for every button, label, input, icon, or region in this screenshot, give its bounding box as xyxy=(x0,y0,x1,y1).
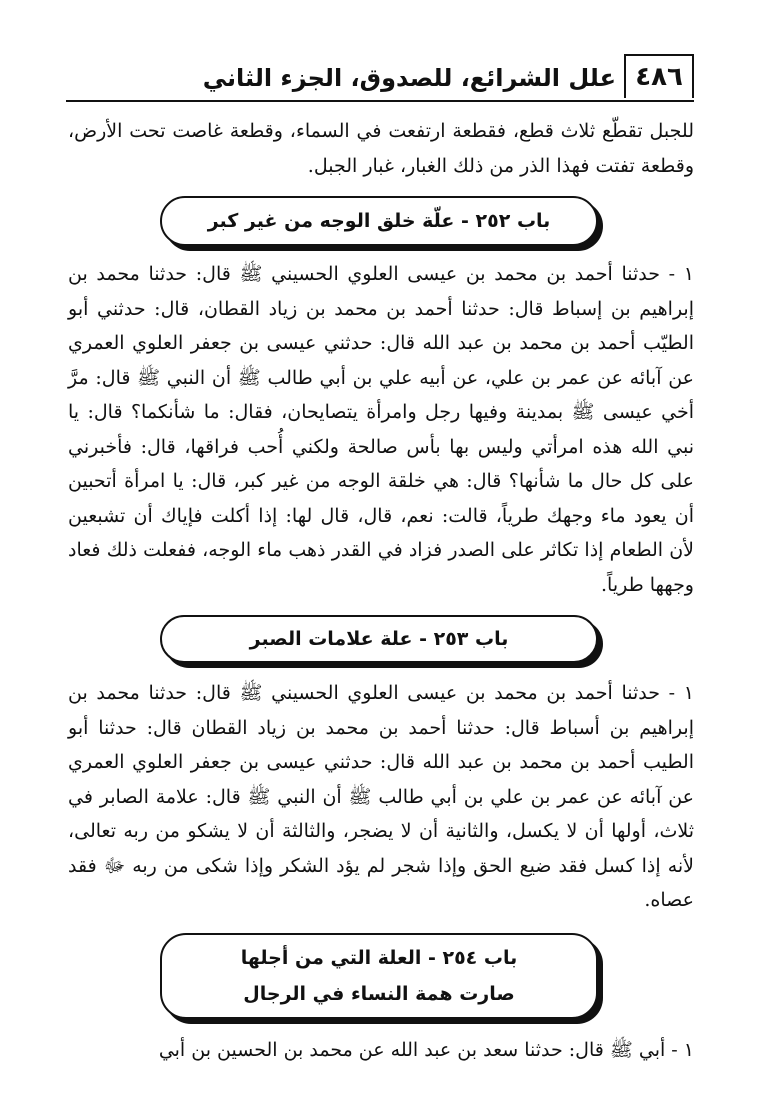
hadith-paragraph-253: ١ - حدثنا أحمد بن محمد بن عيسى العلوي الحسيني ﷺ قال: حدثنا محمد بن إبراهيم بن أسباط قال: حدثنا أحمد بن محمد بن زياد القطان قال: حدثنا أبو الطيب أحمد بن محمد بن عبد الله قال: حدثني عيسى بن جعفر العلوي العمري عن آبائه عن عمر بن علي بن أبي طالب ﷺ أن النبي ﷺ قال: علامة الصابر في ثلاث، أولها أن لا يكسل، والثانية أن لا يضجر، والثالثة أن لا يشكو من ربه تعالى، لأنه إذا كسل فقد ضيع الحق وإذا شجر لم يؤد الشكر وإذا شكى من ربه ﷻ فقد عصاه. xyxy=(68,682,694,911)
chapter-title-line-1: باب ٢٥٤ - العلة التي من أجلها xyxy=(240,947,518,969)
paragraph-continued: للجبل تقطّع ثلاث قطع، فقطعة ارتفعت في السماء، وقطعة غاصت تحت الأرض، وقطعة تفتت فهذا الذر من ذلك الغبار، غبار الجبل. xyxy=(68,120,694,177)
page-header xyxy=(66,50,694,102)
hadith-paragraph-252: ١ - حدثنا أحمد بن محمد بن عيسى العلوي الحسيني ﷺ قال: حدثنا محمد بن إبراهيم بن إسباط قال: حدثنا أحمد بن محمد بن زياد القطان، قال: حدثني أبو الطيّب أحمد بن محمد بن عبد الله قال: حدثني عيسى بن جعفر العلوي العمري عن آبائه عن عمر بن علي، عن أبيه علي بن أبي طالب ﷺ أن النبي ﷺ قال: مرَّ أخي عيسى ﷺ بمدينة وفيها رجل وامرأة يتصايحان، فقال: ما شأنكما؟ قال: يا نبي الله هذه امرأتي وليس بها بأس صالحة ولكني أُحب فراقها، قال: فأخبرني على كل حال ما شأنها؟ قال: هي خلقة الوجه من غير كبر، قال: يا امرأة أتحبين أن يعود ماء وجهك طرياً، قالت: نعم، قال، قال لها: إذا أكلت فإياك أن تشبعين لأن الطعام إذا تكاثر على الصدر فزاد في القدر ذهب ماء الوجه، ففعلت ذلك فعاد وجهها طرياً. xyxy=(68,263,694,596)
hadith-paragraph-254: ١ - أبي ﷺ قال: حدثنا سعد بن عبد الله عن محمد بن الحسين بن أبي xyxy=(158,1039,694,1061)
chapter-heading-254 xyxy=(160,933,598,1019)
chapter-heading-253 xyxy=(160,615,598,663)
chapter-title: باب ٢٥٣ - علة علامات الصبر xyxy=(249,628,509,650)
chapter-title: باب ٢٥٢ - علّة خلق الوجه من غير كبر xyxy=(207,210,551,232)
book-title: علل الشرائع، للصدوق، الجزء الثاني xyxy=(202,64,616,92)
chapter-heading-252 xyxy=(160,196,598,246)
page-number: ٤٨٦ xyxy=(624,54,694,98)
chapter-title-line-2: صارت همة النساء في الرجال xyxy=(243,983,515,1005)
